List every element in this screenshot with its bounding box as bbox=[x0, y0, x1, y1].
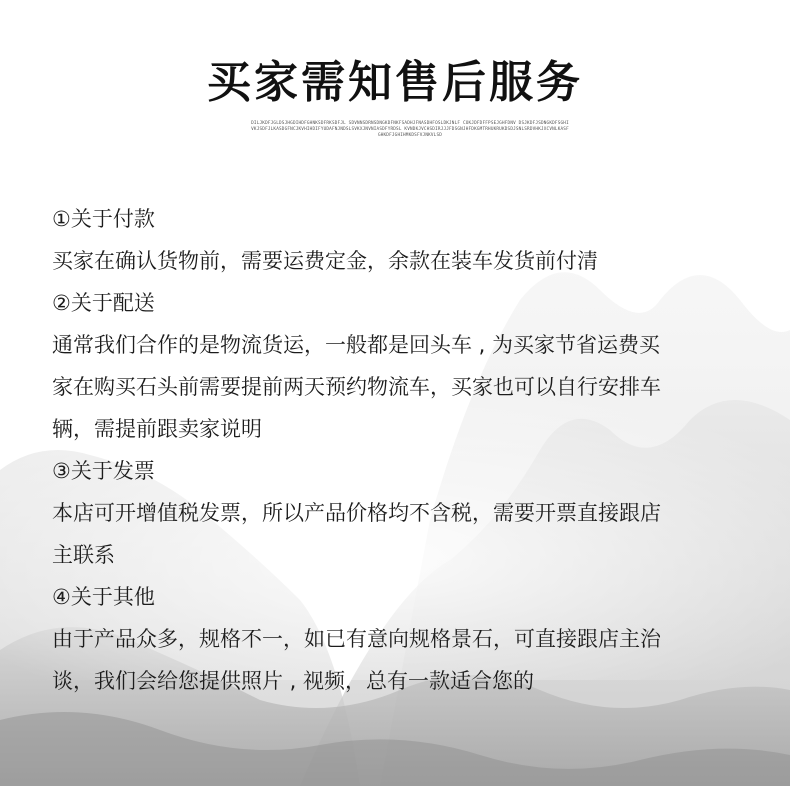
section-text-delivery-line-2: 家在购买石头前需要提前两天预约物流车，买家也可以自行安排车 bbox=[52, 375, 661, 399]
section-heading-invoice: ③关于发票 bbox=[52, 459, 155, 483]
section-text-other-line-1: 由于产品众多，规格不一，如已有意向规格景石，可直接跟店主治 bbox=[52, 627, 661, 651]
section-text-delivery-line-1: 通常我们合作的是物流货运，一般都是回头车 , 为买家节省运费买 bbox=[52, 333, 661, 357]
section-text-invoice-line-1: 本店可开增值税发票，所以产品价格均不含税，需要开票直接跟店 bbox=[52, 501, 661, 525]
section-text-payment-line-1: 买家在确认货物前，需要运费定金，余款在装车发货前付清 bbox=[52, 249, 598, 273]
page-title: 买家需知售后服务 bbox=[207, 57, 583, 108]
page-subtitle-text: DILJKDFJGLDSJHGDIHDFGHNKSDFRKSDFJL SDVNNSDRNSDNGKDFNKFSADHJFNASDHFOSLDKJNLF COKJDFDFFPSEJGHFDNV DSJKDFJSDNGKDFSGHIVKJSDFJLKASDGFNCJKVHIHDIFYUDAFNJNDSLSVKXJNVNIASDFYRDSL KVNDKJVCHSDIRJJJFDSGNJHFDKGMTRHUKRUKDSDJSNLSRDVHKJXCVNLKASFGHKDFJGHIHMKDSFVJNKVLSD bbox=[251, 121, 569, 138]
section-heading-other: ④关于其他 bbox=[52, 585, 155, 609]
section-heading-payment: ①关于付款 bbox=[52, 207, 155, 231]
section-text-other-line-2: 谈，我们会给您提供照片 , 视频，总有一款适合您的 bbox=[52, 669, 535, 693]
section-heading-delivery: ②关于配送 bbox=[52, 291, 155, 315]
notice-content bbox=[52, 198, 742, 702]
section-text-invoice-line-2: 主联系 bbox=[52, 543, 115, 567]
section-text-delivery-line-3: 辆，需提前跟卖家说明 bbox=[52, 417, 262, 441]
